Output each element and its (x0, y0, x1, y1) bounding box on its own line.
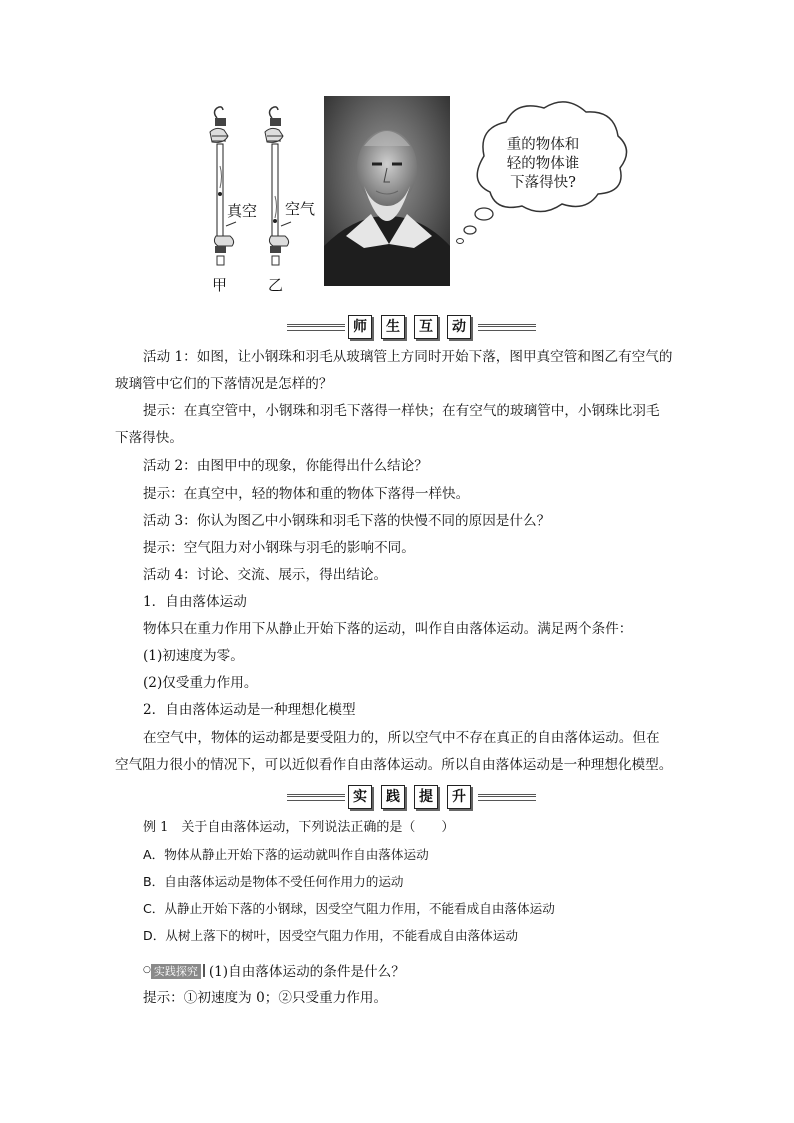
label-air: 空气 (285, 200, 316, 218)
paragraph-line: 1．自由落体运动 (143, 594, 247, 610)
example-question: 例 1 关于自由落体运动，下列说法正确的是（ ） (143, 820, 455, 835)
bubble-line: 重的物体和 (506, 137, 580, 153)
section-char: 升 (447, 785, 471, 809)
option-b: B．自由落体运动是物体不受任何作用力的运动 (143, 874, 404, 889)
paragraph-line: 提示：在真空中，轻的物体和重的物体下落得一样快。 (143, 486, 470, 502)
paragraph-line: 玻璃管中它们的下落情况是怎样的？ (115, 376, 333, 392)
option-c: C．从静止开始下落的小钢球，因受空气阻力作用，不能看成自由落体运动 (143, 901, 555, 916)
paragraph-line: 活动 4：讨论、交流、展示，得出结论。 (143, 567, 388, 583)
paragraph-line: 活动 1：如图，让小钢珠和羽毛从玻璃管上方同时开始下落，图甲真空管和图乙有空气的 (143, 349, 673, 365)
divider (287, 796, 345, 797)
section-header-interaction (0, 314, 794, 340)
practice-question (143, 960, 405, 982)
paragraph-line: 空气阻力很小的情况下，可以近似看作自由落体运动。所以自由落体运动是一种理想化模型。 (115, 757, 673, 773)
option-d: D．从树上落下的树叶，因受空气阻力作用，不能看成自由落体运动 (143, 928, 518, 943)
paragraph-line: 活动 2：由图甲中的现象，你能得出什么结论？ (143, 458, 428, 474)
label-yi: 乙 (268, 276, 284, 294)
paragraph-line: 提示：空气阻力对小钢珠与羽毛的影响不同。 (143, 540, 415, 556)
paragraph-line: 物体只在重力作用下从静止开始下落的运动，叫作自由落体运动。满足两个条件： (143, 621, 633, 637)
label-jia: 甲 (212, 276, 228, 294)
bubble-line: 轻的物体谁 (506, 156, 580, 172)
paragraph-line: (1)初速度为零。 (143, 648, 244, 664)
divider (287, 326, 345, 327)
option-a: A．物体从静止开始下落的运动就叫作自由落体运动 (143, 847, 429, 862)
section-char: 提 (414, 785, 438, 809)
tube-jia-illustration (200, 96, 248, 286)
paragraph-line: 提示：在真空管中，小钢珠和羽毛下落得一样快；在有空气的玻璃管中，小钢珠比羽毛 (143, 403, 660, 419)
bubble-line: 下落得快? (510, 175, 576, 191)
galileo-portrait (324, 96, 450, 286)
paragraph-line: 下落得快。 (115, 430, 183, 446)
divider (478, 796, 536, 797)
practice-hint: 提示：①初速度为 0；②只受重力作用。 (143, 990, 388, 1006)
label-vacuum: 真空 (227, 202, 258, 220)
paragraph-line: 活动 3：你认为图乙中小钢珠和羽毛下落的快慢不同的原因是什么？ (143, 513, 551, 529)
paragraph-line: 2．自由落体运动是一种理想化模型 (143, 702, 356, 718)
section-header-practice (0, 784, 794, 810)
section-char: 师 (348, 315, 372, 339)
section-char: 互 (414, 315, 438, 339)
section-char: 践 (381, 785, 405, 809)
section-char: 生 (381, 315, 405, 339)
section-char: 实 (348, 785, 372, 809)
paragraph-line: 在空气中，物体的运动都是要受阻力的，所以空气中不存在真正的自由落体运动。但在 (143, 730, 660, 746)
circle-marker: ○ (143, 965, 151, 975)
divider (478, 326, 536, 327)
tag-edge (203, 964, 205, 977)
bubble-text (498, 136, 588, 193)
practice-tag: 实践探究 (151, 964, 201, 979)
section-char: 动 (447, 315, 471, 339)
tube-yi-illustration (255, 96, 303, 286)
paragraph-line: (2)仅受重力作用。 (143, 675, 258, 691)
practice-question-text: (1)自由落体运动的条件是什么？ (208, 964, 405, 980)
figure (200, 96, 630, 301)
